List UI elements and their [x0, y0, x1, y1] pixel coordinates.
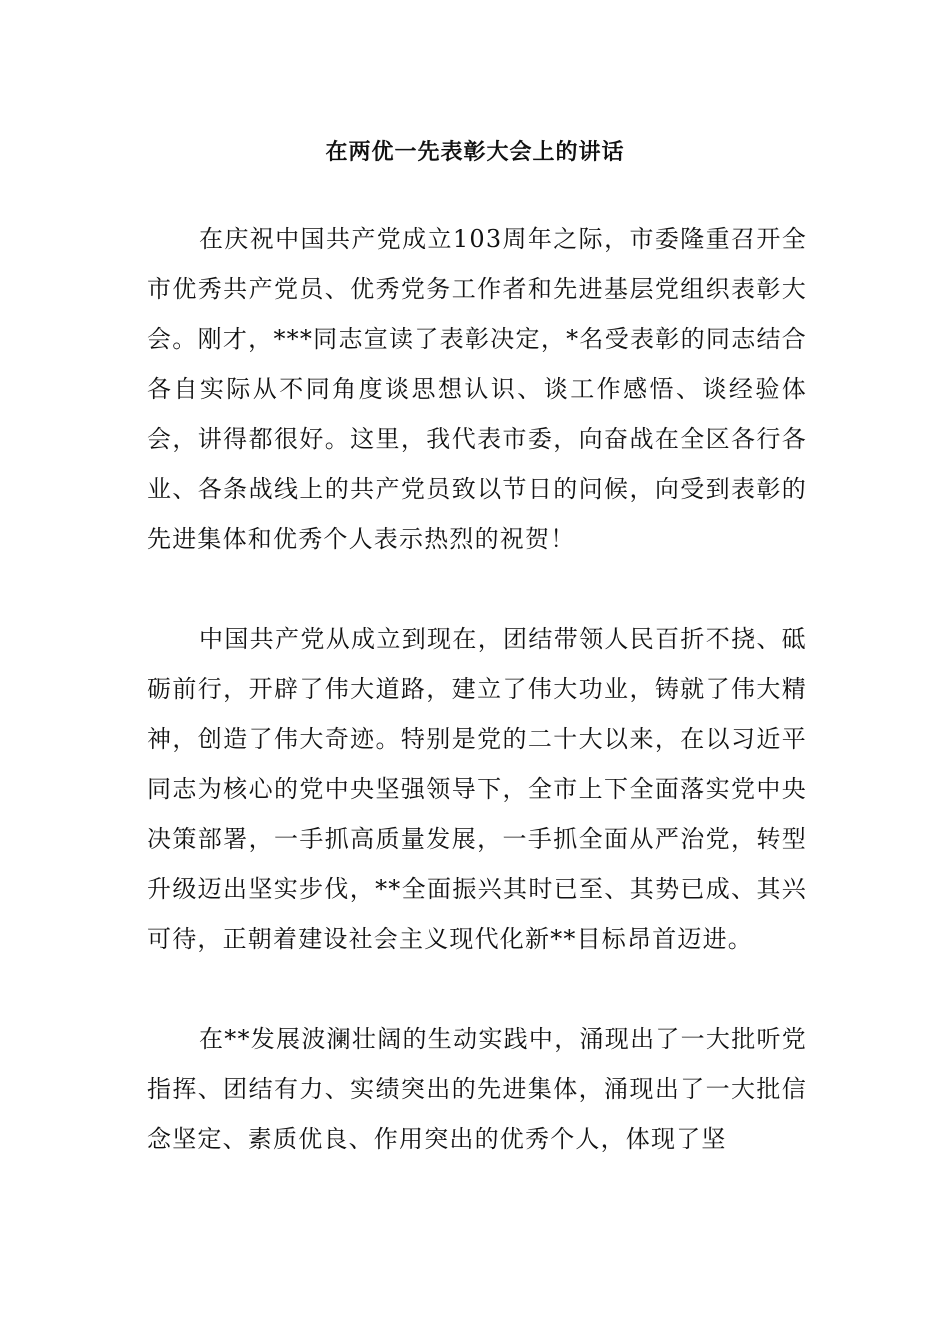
document-body	[147, 214, 807, 1214]
document-title: 在两优一先表彰大会上的讲话	[325, 139, 625, 165]
paragraph-1: 在庆祝中国共产党成立103周年之际，市委隆重召开全市优秀共产党员、优秀党务工作者和先进基层党组织表彰大会。刚才，***同志宣读了表彰决定，*名受表彰的同志结合各自实际从不同角度谈思想认识、谈工作感悟、谈经验体会，讲得都很好。这里，我代表市委，向奋战在全区各行各业、各条战线上的共产党员致以节日的问候，向受到表彰的先进集体和优秀个人表示热烈的祝贺！	[147, 225, 807, 553]
paragraph-2: 中国共产党从成立到现在，团结带领人民百折不挠、砥砺前行，开辟了伟大道路，建立了伟大功业，铸就了伟大精神，创造了伟大奇迹。特别是党的二十大以来，在以习近平同志为核心的党中央坚强领导下，全市上下全面落实党中央决策部署，一手抓高质量发展，一手抓全面从严治党，转型升级迈出坚实步伐，**全面振兴其时已至、其势已成、其兴可待，正朝着建设社会主义现代化新**目标昂首迈进。	[147, 625, 807, 953]
paragraph-3: 在**发展波澜壮阔的生动实践中，涌现出了一大批听党指挥、团结有力、实绩突出的先进集体，涌现出了一大批信念坚定、素质优良、作用突出的优秀个人，体现了坚	[147, 1025, 807, 1153]
